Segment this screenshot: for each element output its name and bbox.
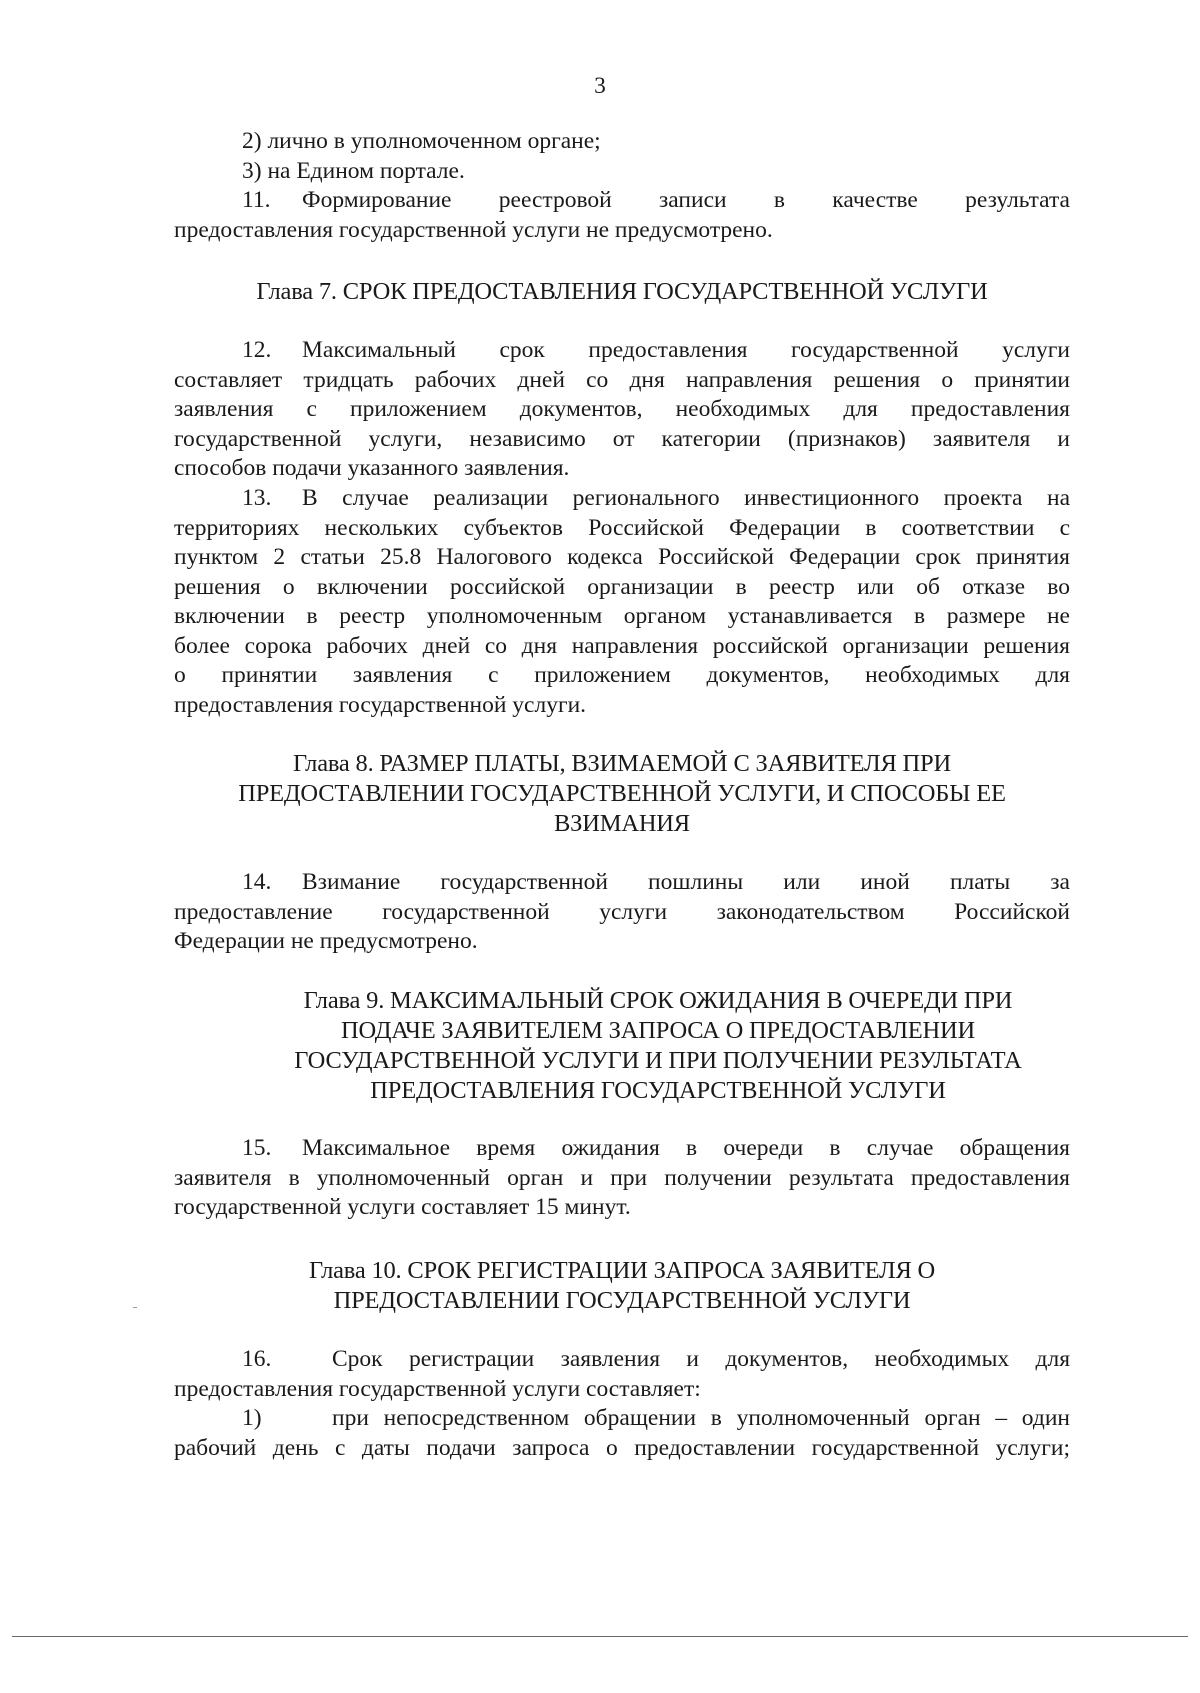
bottom-scan-line [12,1636,1188,1637]
list-item: 1) при непосредственном обращении в уполномоченный орган – один [174,1404,1070,1434]
paragraph-12: 12. Максимальный срок предоставления государственной услуги составляет тридцать рабочих дней со дня направления решения о принятии заявления с приложением документов, необходимых для предоставления государственной услуги, независимо от категории (признаков) заявителя и способов подачи указанного заявления. [174,337,1070,481]
page-number: 3 [594,73,606,99]
paragraph-11-line: 11. Формирование реестровой записи в качестве результата [174,186,1070,216]
paragraph-number: 11. [242,187,271,213]
item-number: 1) [242,1405,262,1431]
list-item: 3) на Едином портале. [242,157,465,184]
paragraph-16: 16. Срок регистрации заявления и документов, необходимых для предоставления государственной услуги составляет: 1) при непосредственном обращении в уполномоченный орган – один рабочий день с даты подачи запроса о предоставлении государственной услуги; [174,1346,1070,1461]
list-items-top [174,127,1070,245]
paragraph-15: 15. Максимальное время ожидания в очереди в случае обращения заявителя в уполномоченный орган и при получении результата предоставления государственной услуги составляет 15 минут. [174,1135,1070,1220]
paragraph-number: 16. [242,1346,272,1372]
margin-mark [133,1307,137,1308]
paragraph-13: 13. В случае реализации регионального инвестиционного проекта на территориях нескольких субъектов Российской Федерации в соответствии с пунктом 2 статьи 25.8 Налогового кодекса Российской Федерации срок принятия решения о включении российской организации в реестр или об отказе во включении в реестр уполномоченным органом устанавливается в размере не более сорока рабочих дней со дня направления российской организации решения о принятии заявления с приложением документов, необходимых для предоставления государственной услуги. [174,485,1070,718]
list-item: 2) лично в уполномоченном органе; [242,128,601,154]
paragraph-number: 14. [242,869,272,895]
paragraph-14: 14. Взимание государственной пошлины или иной платы за предоставление государственной услуги законодательством Российской Федерации не предусмотрено. [174,869,1070,954]
paragraph-number: 15. [242,1135,272,1161]
paragraph-number: 13. [242,485,272,511]
chapter-heading: Глава 9. МАКСИМАЛЬНЫЙ СРОК ОЖИДАНИЯ В ОЧЕРЕДИ ПРИ ПОДАЧЕ ЗАЯВИТЕЛЕМ ЗАПРОСА О ПРЕДОСТАВЛЕНИИ ГОСУДАРСТВЕННОЙ УСЛУГИ И ПРИ ПОЛУЧЕНИИ РЕЗУЛЬТАТА ПРЕДОСТАВЛЕНИЯ ГОСУДАРСТВЕННОЙ УСЛУГИ [294,987,1022,1104]
chapter-heading: Глава 10. СРОК РЕГИСТРАЦИИ ЗАПРОСА ЗАЯВИТЕЛЯ О ПРЕДОСТАВЛЕНИИ ГОСУДАРСТВЕННОЙ УСЛУГИ [308,1257,936,1314]
chapter-heading: Глава 8. РАЗМЕР ПЛАТЫ, ВЗИМАЕМОЙ С ЗАЯВИТЕЛЯ ПРИ ПРЕДОСТАВЛЕНИИ ГОСУДАРСТВЕННОЙ УСЛУГИ, И СПОСОБЫ ЕЕ ВЗИМАНИЯ [238,750,1006,837]
paragraph-number: 12. [242,337,272,363]
paragraph-11-line: предоставления государственной услуги не предусмотрено. [174,216,773,243]
chapter-heading: Глава 7. СРОК ПРЕДОСТАВЛЕНИЯ ГОСУДАРСТВЕННОЙ УСЛУГИ [256,278,988,305]
